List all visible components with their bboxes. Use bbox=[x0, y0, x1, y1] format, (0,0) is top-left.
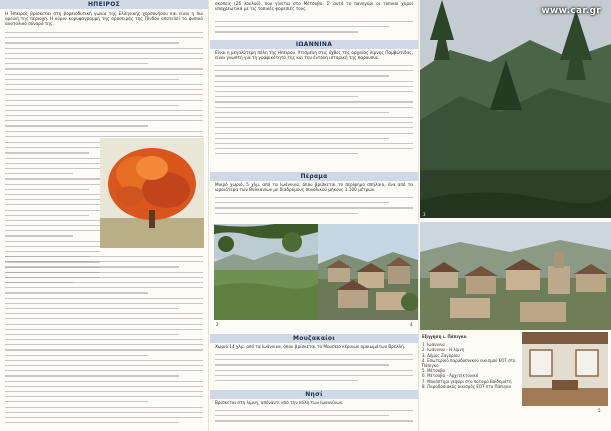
epirus-body-text-1 bbox=[5, 28, 203, 138]
legend-item: 7. Μονάστηρι γεφύρι στο ποταμό Βοϊδομάτη bbox=[422, 378, 512, 384]
epirus-header: ΗΠΕΙΡΟΣ bbox=[0, 0, 208, 9]
mouzakaioi-text: Χωριό 14 χλμ. από τα Ιωάννινα, όπου βρίσκεται το Μουσείο κέρινων ομοιωμάτων Βρελλή. bbox=[215, 344, 406, 349]
perama-text: Μικρό χωριό, 5 χλμ. από τα Ιωάννινα, όπου βρίσκεται το περίφημο σπήλαιο, ένα από τα ωραιότερα των Βαλκανίων με διαδρόμους συνολικού μήκους 1.100 μέτρων. bbox=[215, 182, 413, 193]
perama-text-more bbox=[215, 193, 413, 217]
ioannina-text: Είναι η μεγαλύτερη πόλη της Ηπείρου. Χτισμένη στις όχθες της αρχαίας λίμνης Παμβώτιδας, είναι γνωστή για τη γραφικότητά της και την έντονη ιστορική της παρουσία. bbox=[215, 50, 413, 61]
column-ioannina bbox=[210, 0, 418, 431]
autumn-tree-photo bbox=[100, 138, 204, 248]
festival-text-more bbox=[215, 17, 413, 35]
photo-legend bbox=[422, 334, 518, 389]
nisi-text-more bbox=[215, 406, 413, 430]
legend-item: 8. Παραδοσιακός οικισμός ΕΟΤ στο Πάπιγκο bbox=[422, 383, 512, 389]
festival-text: σκοπείς (26 λουλού), που γίνεται στο Μέτσοβο. Σ' αυτό το πανηγύρι οι τοπικοί χοροί υποχρεωτικά με τις τοπικές φορεσιές τους. bbox=[215, 1, 413, 12]
village-photo bbox=[318, 224, 418, 320]
column-divider bbox=[418, 0, 419, 431]
legend-item: 1. Ιωάννινα bbox=[422, 342, 445, 348]
watermark-logo: www.car.gr bbox=[541, 6, 601, 16]
perama-landscape-photo bbox=[214, 224, 318, 320]
image-number-4: 4 bbox=[410, 322, 413, 327]
nisi-header: Νησί bbox=[210, 390, 418, 399]
column-epirus bbox=[0, 0, 208, 431]
epirus-intro-text: Η Ήπειρος βρίσκεται στη βορειοδυτική γωνία της Ελληνικής χερσονήσου και είναι η πιο ορεινή της περιοχή. Η κύρια κορυφογραμμή της οροσειράς της Πίνδου αποτελεί το φυσικό ανατολικό σύνορό της. bbox=[5, 11, 203, 27]
ioannina-header: ΙΩΑΝΝΙΝΑ bbox=[210, 40, 418, 49]
legend-item: 5. Μέτσοβο bbox=[422, 368, 446, 374]
nisi-text: Βρίσκεται στη λίμνη, απέναντι από την πόλη των Ιωαννίνων. bbox=[215, 400, 344, 405]
mouzakaioi-text-more bbox=[215, 350, 413, 384]
forest-photo bbox=[420, 0, 611, 218]
interior-photo bbox=[522, 332, 608, 406]
epirus-body-text-3 bbox=[5, 252, 203, 431]
legend-title: Εξηγηση ι. Πάπιγκο bbox=[422, 334, 467, 339]
perama-header: Πέραμα bbox=[210, 172, 418, 181]
legend-item: 4. Εσωτερικό παραδοσιακού οικισμού ΕΟΤ στο Πάπιγκο bbox=[422, 357, 516, 369]
column-photos bbox=[420, 0, 611, 431]
village-panorama-photo bbox=[420, 222, 611, 330]
ioannina-text-more bbox=[215, 61, 413, 165]
legend-item: 6. Μέτσοβο - Αρχιτεκτονικό bbox=[422, 373, 479, 379]
image-number-3: 3 bbox=[423, 212, 426, 217]
column-divider bbox=[208, 0, 209, 431]
legend-item: 3. Δήμος Ζαγορίου bbox=[422, 352, 460, 358]
mouzakaioi-header: Μουζακαίοι bbox=[210, 334, 418, 343]
image-number-5: 5 bbox=[598, 408, 601, 413]
image-number-2: 2 bbox=[216, 322, 219, 327]
legend-item: 2. Ιωάννινα - Η λίμνη bbox=[422, 347, 465, 353]
